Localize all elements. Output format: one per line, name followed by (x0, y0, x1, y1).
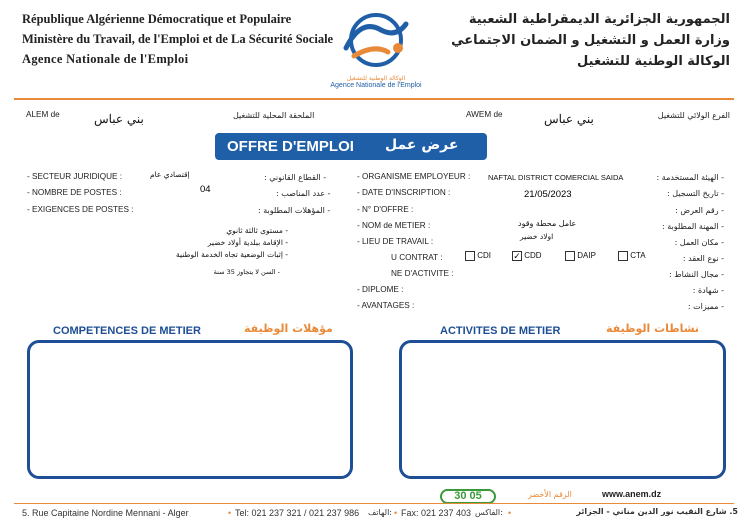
diplome-label: - DIPLOME : (357, 285, 404, 294)
contrat-option-cdi[interactable] (465, 251, 491, 261)
cta-checkbox[interactable] (618, 251, 628, 261)
anem-logo (326, 8, 426, 90)
competences-title-ar: مؤهلات الوظيفة (244, 322, 333, 335)
footer-tel-ar: الهاتف: (368, 508, 392, 517)
avantages-ar-label: - مميزات : (687, 302, 724, 311)
metier-label: - NOM de METIER : (357, 221, 431, 230)
postes-value: 04 (200, 184, 211, 195)
lieu-value: اولاد خضير (520, 232, 554, 241)
footer-address-ar: 5. شارع النقيب نور الدين مناني - الجزائر (576, 507, 738, 516)
footer-address: 5. Rue Capitaine Nordine Mennani - Alger (22, 508, 189, 518)
footer-fax: Fax: 021 237 403 (401, 508, 472, 518)
alem-value: بني عباس (94, 112, 144, 126)
footer-bullet-3: • (508, 508, 512, 518)
postes-ar-label: - عدد المناصب : (276, 189, 331, 198)
postes-label: - NOMBRE DE POSTES : (27, 188, 122, 197)
avantages-label: - AVANTAGES : (357, 301, 415, 310)
date-ar-label: - تاريخ التسجيل : (667, 189, 724, 198)
metier-ar-label: - المهنة المطلوبة : (661, 222, 724, 231)
logo-fr-text: Agence Nationale de l'Emploi (330, 82, 422, 89)
green-number: 30 05 (454, 490, 482, 502)
footer-divider (14, 503, 734, 504)
offer-title-bar (215, 133, 487, 160)
offer-title-ar: عرض عمل (385, 137, 459, 153)
contrat-option-cta[interactable] (618, 251, 646, 261)
organisme-value: NAFTAL DISTRICT COMERCIAL SAIDA (488, 173, 624, 182)
anem-logo-mark (326, 8, 426, 70)
awem-value: بني عباس (544, 112, 594, 126)
website-link[interactable]: www.anem.dz (602, 489, 662, 499)
activite-label: NE D'ACTIVITE : (391, 269, 454, 278)
no-offre-label: - N° D'OFFRE : (357, 205, 414, 214)
exigences-label: - EXIGENCES DE POSTES : (27, 205, 134, 214)
awem-ar-label: الفرع الولائي للتشغيل (657, 111, 730, 120)
header-fr-line3: Agence Nationale de l'Emploi (22, 52, 189, 66)
contrat-option-cdd[interactable] (512, 251, 542, 261)
diplome-ar-label: - شهادة : (692, 286, 724, 295)
secteur-value: إقتصادي عام (150, 170, 190, 179)
offer-title-fr: OFFRE D'EMPLOI (227, 138, 354, 155)
daip-checkbox[interactable] (565, 251, 575, 261)
lieu-ar-label: - مكان العمل : (674, 238, 724, 247)
competences-panel[interactable] (27, 340, 353, 479)
cdi-label: CDI (477, 251, 492, 261)
lieu-label: - LIEU DE TRAVAIL : (357, 237, 434, 246)
activites-panel[interactable] (399, 340, 726, 479)
organisme-label: - ORGANISME EMPLOYEUR : (357, 172, 471, 181)
date-label: - DATE D'INSCRIPTION : (357, 188, 451, 197)
activites-title: ACTIVITES DE METIER (440, 325, 561, 337)
header-fr-line2: Ministère du Travail, de l'Emploi et de La Sécurité Sociale (22, 32, 334, 46)
header-divider (14, 98, 734, 100)
no-offre-ar-label: - رقم العرض : (675, 206, 724, 215)
exigence-item-3: - إثبات الوضعية تجاه الخدمة الوطنية (175, 250, 288, 259)
awem-label: AWEM de (466, 110, 503, 119)
activites-title-ar: نشاطات الوظيفة (606, 322, 700, 335)
footer-tel: Tel: 021 237 321 / 021 237 986 (235, 508, 360, 518)
green-number-label: الرقم الأخضر (528, 490, 572, 499)
exigence-item-2: - الإقامة ببلدية أولاد خضير (207, 238, 288, 247)
competences-title: COMPETENCES DE METIER (53, 325, 201, 337)
organisme-ar-label: - الهيئة المستخدمة : (656, 173, 724, 182)
header-fr-line1: République Algérienne Démocratique et Populaire (22, 12, 292, 26)
footer-bullet-2: • (394, 508, 398, 518)
contrat-ar-label: - نوع العقد : (682, 254, 724, 263)
header-ar-line3: الوكالة الوطنية للتشغيل (577, 54, 730, 69)
exigences-ar-label: - المؤهلات المطلوبة : (258, 206, 331, 215)
exigence-item-1: - مستوى ثالثة ثانوي (226, 226, 288, 235)
footer-bullet-1: • (228, 508, 232, 518)
metier-value: عامل محطة وقود (518, 219, 577, 228)
header-ar-line2: وزارة العمل و التشغيل و الضمان الاجتماعي (451, 33, 730, 48)
green-number-badge (440, 489, 496, 504)
alem-ar-label: الملحقة المحلية للتشغيل (233, 111, 315, 120)
contrat-label: U CONTRAT : (391, 253, 443, 262)
secteur-ar-label: - القطاع القانوني : (264, 173, 327, 182)
daip-label: DAIP (577, 251, 596, 261)
footer-fax-ar: الفاكس: (475, 508, 503, 517)
logo-ar-text: الوكالة الوطنية للتشغيل (346, 75, 406, 82)
date-value: 21/05/2023 (524, 189, 572, 200)
cdd-checkbox-checked[interactable]: ✓ (513, 251, 521, 261)
cdi-checkbox[interactable] (465, 251, 475, 261)
cdd-label: CDD (524, 251, 542, 261)
cta-label: CTA (630, 251, 646, 261)
alem-label: ALEM de (26, 110, 60, 119)
exigence-item-4: - السن لا يتجاوز 35 سنة (213, 268, 280, 276)
secteur-label: - SECTEUR JURIDIQUE : (27, 172, 123, 181)
contrat-option-daip[interactable] (565, 251, 596, 261)
header-ar-line1: الجمهورية الجزائرية الديمقراطية الشعبية (468, 12, 730, 27)
activite-ar-label: - مجال النشاط : (669, 270, 724, 279)
